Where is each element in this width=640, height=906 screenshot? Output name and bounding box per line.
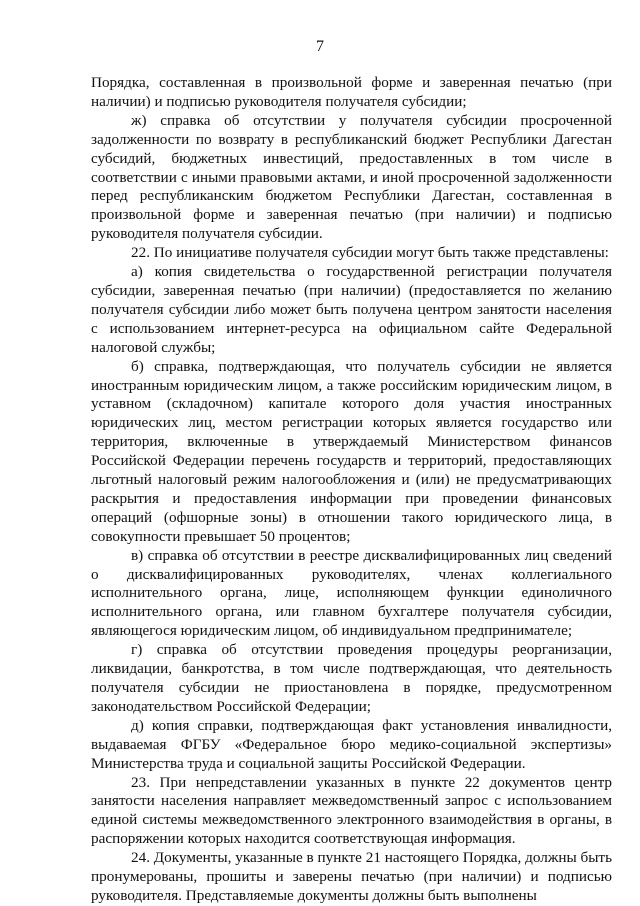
paragraph-clause-23: 23. При непредставлении указанных в пункте 22 документов центр занятости населения направляет межведомственный запрос с использованием единой системы межведомственного электронного взаимодействия в органы, в распоряжении которых находится соответствующая информация. <box>91 773 612 848</box>
paragraph-clause-24: 24. Документы, указанные в пункте 21 настоящего Порядка, должны быть пронумерованы, прошиты и заверены печатью (при наличии) и подписью руководителя. Представляемые документы должны быть выполнены <box>91 849 612 904</box>
paragraph-item-22a: а) копия свидетельства о государственной регистрации получателя субсидии, заверенная печатью (при наличии) (предоставляется по желанию получателя субсидии либо может быть получена центром занятости населения с использованием интернет-ресурса на официальном сайте Федеральной налоговой службы; <box>91 263 612 356</box>
paragraph-clause-22: 22. По инициативе получателя субсидии могут быть также представлены: <box>131 244 609 262</box>
paragraph-continuation: Порядка, составленная в произвольной форме и заверенная печатью (при наличии) и подписью руководителя получателя субсидии; <box>91 74 612 110</box>
paragraph-item-22v: в) справка об отсутствии в реестре дисквалифицированных лиц сведений о дисквалифицированных руководителях, членах коллегиального исполнительного органа, лице, исполняющем функции единоличного исполнительного органа, или главном бухгалтере получателя субсидии, являющегося юридическим лицом, об индивидуальном предпринимателе; <box>91 546 612 640</box>
page-number: 7 <box>316 38 324 55</box>
paragraph-item-22d: д) копия справки, подтверждающая факт установления инвалидности, выдаваемая ФГБУ «Федеральное бюро медико-социальной экспертизы» Министерства труда и социальной защиты Российской Федерации. <box>91 716 612 772</box>
paragraph-item-22b: б) справка, подтверждающая, что получатель субсидии не является иностранным юридическим лицом, а также российским юридическим лицом, в уставном (складочном) капитале которого доля участия иностранных юридических лиц, местом регистрации которых является государство или территория, включенные в утверждаемый Министерством финансов Российской Федерации перечень государств и территорий, предоставляющих льготный налоговый режим налогообложения и (или) не предусматривающих раскрытия и предоставления информации при проведении финансовых операций (офшорные зоны) в отношении такого юридического лица, в совокупности превышает 50 процентов; <box>91 357 612 545</box>
document-body <box>91 74 612 906</box>
paragraph-item-22g: г) справка об отсутствии проведения процедуры реорганизации, ликвидации, банкротства, в том числе подтверждающая, что деятельность получателя субсидии не приостановлена в порядке, предусмотренном законодательством Российской Федерации; <box>91 641 612 715</box>
paragraph-item-zh: ж) справка об отсутствии у получателя субсидии просроченной задолженности по возврату в республиканский бюджет Республики Дагестан субсидий, бюджетных инвестиций, предоставленных в том числе в соответствии с иными правовыми актами, и иной просроченной задолженности перед республиканским бюджетом Республики Дагестан, составленная в произвольной форме и заверенная печатью (при наличии) и подписью руководителя получателя субсидии. <box>91 111 612 243</box>
